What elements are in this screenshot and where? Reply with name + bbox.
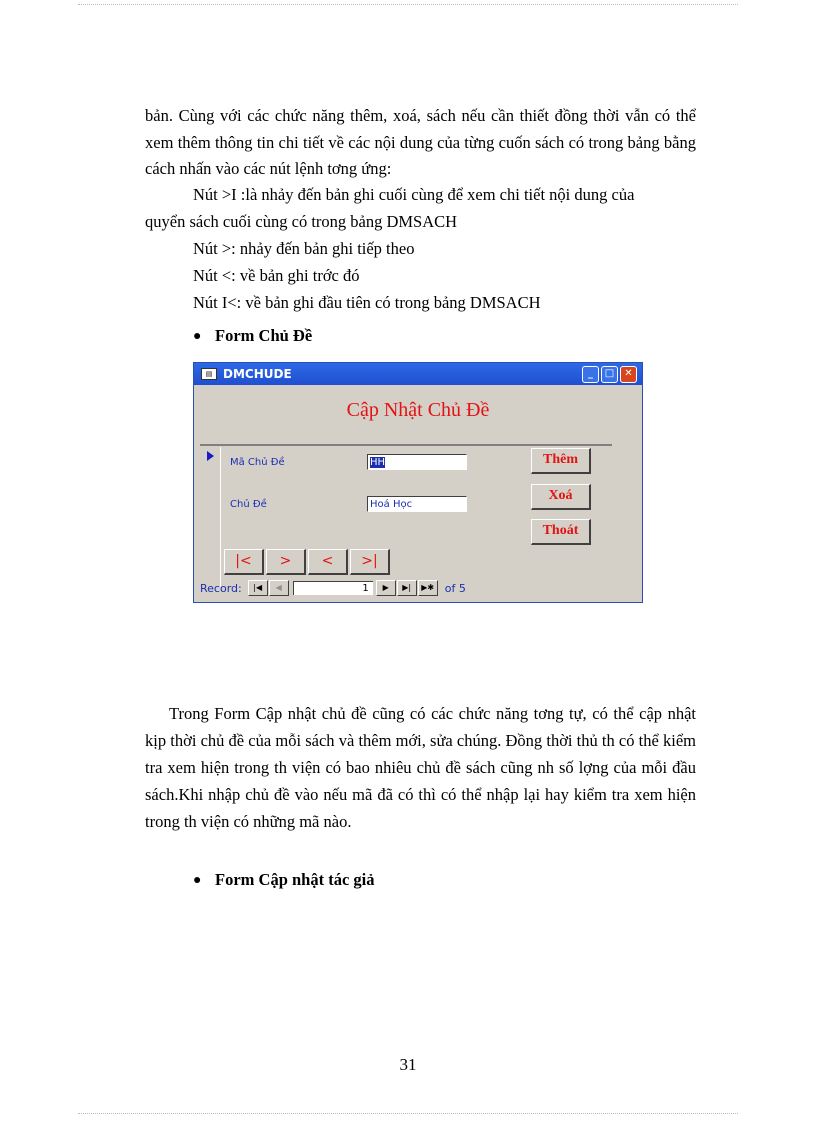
thoat-button[interactable]: Thoát [531,519,591,545]
nav-next-button[interactable]: > [266,549,306,575]
top-border [78,4,738,5]
record-count: of 5 [444,581,466,595]
form-window [193,362,643,603]
bullet-form-tac-gia [193,870,375,890]
page-number: 31 [399,1055,417,1074]
label-ma-chu-de: Mã Chủ Đề [230,457,285,468]
record-number-field[interactable]: 1 [293,581,373,595]
form-header [200,385,636,441]
first-record-icon[interactable]: |◀ [248,580,268,596]
bullet-dot-icon: ● [193,329,202,344]
record-label: Record: [200,581,242,595]
bullet-form-tac-gia-label: Form Cập nhật tác giả [215,870,375,889]
nav-line-first: Nút I<: về bản ghi đầu tiên có trong bảng DMSACH [193,293,541,312]
bullet-form-chu-de [193,326,312,346]
them-button[interactable]: Thêm [531,448,591,474]
new-record-icon[interactable]: ▶✱ [418,580,438,596]
paragraph-form-chu-de: Trong Form Cập nhật chủ đề cũng có các chức năng tơng tự, có thể cập nhật kịp thời chủ đề của mỗi sách và thêm mới, sửa chúng. Đồng thời thủ th có thể kiểm tra xem hiện trong th viện có bao nhiêu chủ đề sách cũng nh số lợng của mỗi đầu sách.Khi nhập chủ đề vào nếu mã đã có thì có thể nhập lại hay kiểm tra xem hiện trong th viện có những mã nào. [145,704,696,831]
paragraph-intro: bản. Cùng với các chức năng thêm, xoá, sách nếu cần thiết đồng thời vẫn có thể xem thêm thông tin chi tiết về các nội dung của từng cuốn sách có trong bảng bằng cách nhấn vào các nút lệnh tơng ứng: [145,106,696,178]
last-record-icon[interactable]: ▶| [397,580,417,596]
nav-line-last: Nút >I :là nhảy đến bản ghi cuối cùng để xem chi tiết nội dung của [193,185,635,204]
close-icon[interactable]: ✕ [620,366,637,383]
window-titlebar [194,363,642,385]
maximize-icon[interactable]: □ [601,366,618,383]
bullet-dot-icon: ● [193,873,202,888]
record-navigation-bar [200,579,636,597]
header-separator [200,444,612,446]
nav-last-button[interactable]: >| [350,549,390,575]
minimize-icon[interactable]: _ [582,366,599,383]
nav-line-prev: Nút <: về bản ghi trớc đó [193,266,360,285]
previous-record-icon[interactable]: ◀ [269,580,289,596]
label-chu-de: Chủ Đề [230,499,267,510]
bullet-form-chu-de-label: Form Chủ Đề [215,326,313,345]
current-record-arrow-icon [207,451,214,461]
ma-chu-de-value: HH [370,457,386,468]
chu-de-field[interactable]: Hoá Học [367,496,467,512]
nav-prev-button[interactable]: < [308,549,348,575]
bottom-border [78,1113,738,1114]
nav-line-next: Nút >: nhảy đến bản ghi tiếp theo [193,239,415,258]
next-record-icon[interactable]: ▶ [376,580,396,596]
nav-first-button[interactable]: |< [224,549,264,575]
form-heading: Cập Nhật Chủ Đề [346,399,490,421]
record-selector[interactable] [202,447,221,587]
nav-line-last-cont: quyển sách cuối cùng có trong bảng DMSACH [145,212,458,231]
window-title: DMCHUDE [223,367,292,381]
ma-chu-de-field[interactable] [367,454,467,470]
form-app-icon: ▤ [201,368,217,380]
xoa-button[interactable]: Xoá [531,484,591,510]
